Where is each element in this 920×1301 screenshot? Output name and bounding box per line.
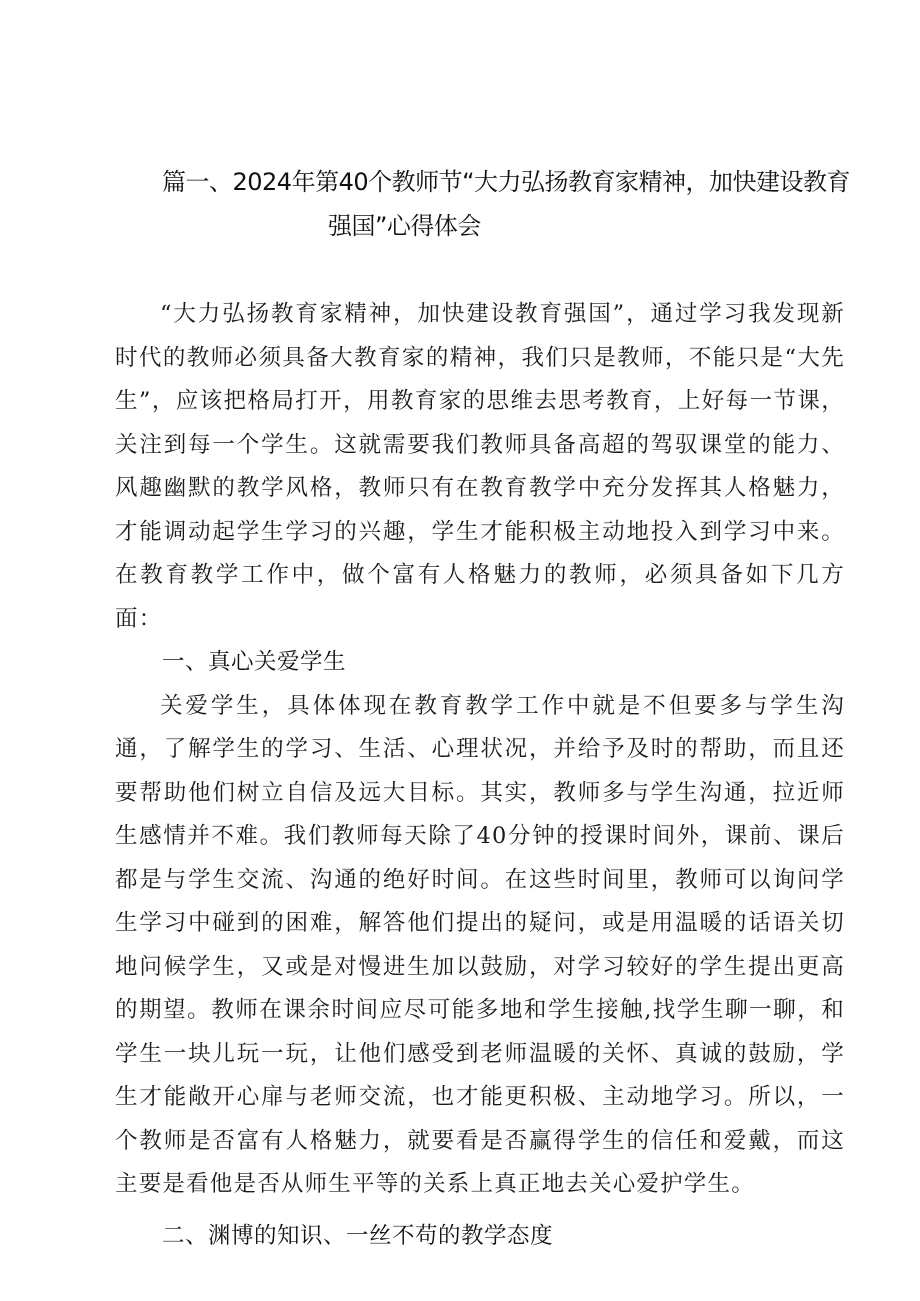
- document-title: [162, 160, 862, 248]
- document-body: [115, 293, 845, 1258]
- section-1-paragraph: 关爱学生，具体体现在教育教学工作中就是不但要多与学生沟通，了解学生的学习、生活、心理状况，并给予及时的帮助，而且还要帮助他们树立自信及远大目标。其实，教师多与学生沟通，拉近师生感情并不难。我们教师每天除了40分钟的授课时间外，课前、课后都是与学生交流、沟通的绝好时间。在这些时间里，教师可以询问学生学习中碰到的困难，解答他们提出的疑问，或是用温暖的话语关切地问候学生，又或是对慢进生加以鼓励，对学习较好的学生提出更高的期望。教师在课余时间应尽可能多地和学生接触,找学生聊一聊，和学生一块儿玩一玩，让他们感受到老师温暖的关怀、真诚的鼓励，学生才能敞开心扉与老师交流，也才能更积极、主动地学习。所以，一个教师是否富有人格魅力，就要看是否赢得学生的信任和爱戴，而这主要是看他是否从师生平等的关系上真正地去关心爱护学生。: [115, 692, 845, 1197]
- title-line-1: 篇一、2024年第40个教师节“大力弘扬教育家精神，加快建设教育: [162, 168, 851, 196]
- section-2-heading: 二、渊博的知识、一丝不苟的教学态度: [162, 1222, 554, 1249]
- section-1-heading: 一、真心关爱学生: [162, 649, 347, 675]
- intro-paragraph: “大力弘扬教育家精神，加快建设教育强国”，通过学习我发现新时代的教师必须具备大教育家的精神，我们只是教师，不能只是“大先生”，应该把格局打开，用教育家的思维去思考教育，上好每一节课，关注到每一个学生。这就需要我们教师具备高超的驾驭课堂的能力、风趣幽默的教学风格，教师只有在教育教学中充分发挥其人格魅力，才能调动起学生学习的兴趣，学生才能积极主动地投入到学习中来。在教育教学工作中，做个富有人格魅力的教师，必须具备如下几方面：: [115, 301, 845, 632]
- title-line-2: 强国”心得体会: [328, 212, 481, 240]
